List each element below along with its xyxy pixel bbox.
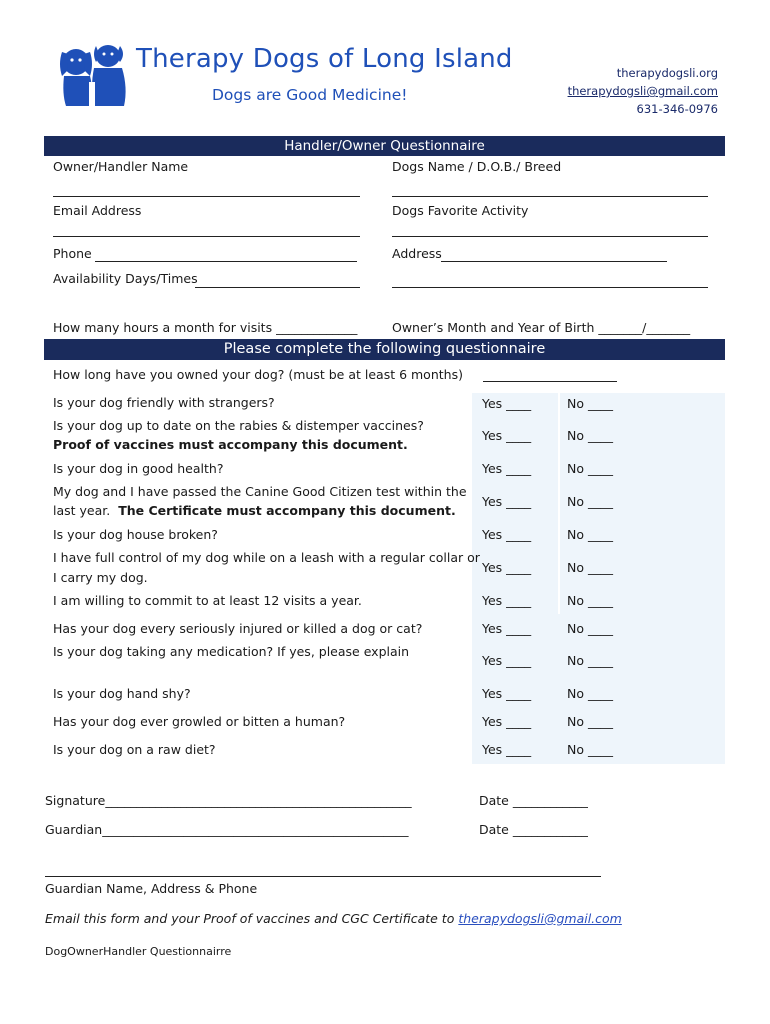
- email-label: Email Address: [53, 203, 142, 218]
- dog-name-label: Dogs Name / D.O.B./ Breed: [392, 159, 562, 174]
- yes-injured[interactable]: Yes ____: [482, 621, 532, 636]
- email-field[interactable]: [53, 236, 360, 237]
- date-label: Date ____________: [479, 793, 588, 808]
- yes-vaccines[interactable]: Yes ____: [482, 428, 532, 443]
- tagline: Dogs are Good Medicine!: [212, 86, 408, 104]
- no-medication[interactable]: No ____: [567, 653, 613, 668]
- no-health[interactable]: No ____: [567, 461, 613, 476]
- yes-house[interactable]: Yes ____: [482, 527, 532, 542]
- question-growled: Has your dog ever growled or bitten a human?: [53, 714, 346, 729]
- how-long-field[interactable]: [483, 381, 617, 382]
- no-growled[interactable]: No ____: [567, 714, 613, 729]
- yes-health[interactable]: Yes ____: [482, 461, 532, 476]
- yes-cgc[interactable]: Yes ____: [482, 494, 532, 509]
- activity-label: Dogs Favorite Activity: [392, 203, 529, 218]
- footer-email-link[interactable]: therapydogsli@gmail.com: [458, 911, 622, 926]
- phone-label: Phone: [53, 246, 92, 261]
- question-vaccines: Is your dog up to date on the rabies & distemper vaccines?: [53, 418, 424, 433]
- logo-dogs-icon: [56, 42, 130, 110]
- question-medication: Is your dog taking any medication? If yes, please explain: [53, 644, 410, 659]
- no-leash[interactable]: No ____: [567, 560, 613, 575]
- guardian-label: Guardian_________________________________________________: [45, 822, 409, 837]
- guardian-info-label: Guardian Name, Address & Phone: [45, 881, 258, 896]
- no-vaccines[interactable]: No ____: [567, 428, 613, 443]
- guardian-info-field[interactable]: [45, 876, 601, 877]
- website: therapydogsli.org: [616, 66, 718, 80]
- birth-field[interactable]: _______/_______: [598, 320, 691, 335]
- signature-label: Signature_________________________________________________: [45, 793, 412, 808]
- no-handshy[interactable]: No ____: [567, 686, 613, 701]
- guardian-date-label: Date ____________: [479, 822, 588, 837]
- owner-name-field[interactable]: [53, 196, 360, 197]
- availability-field[interactable]: [195, 287, 360, 288]
- no-strangers[interactable]: No ____: [567, 396, 613, 411]
- yes-strangers[interactable]: Yes ____: [482, 396, 532, 411]
- contact-phone: 631-346-0976: [636, 102, 718, 116]
- question-cgc-line2: last year. The Certificate must accompany this document.: [53, 503, 456, 518]
- cgc-note: The Certificate must accompany this document.: [118, 503, 456, 518]
- no-raw-diet[interactable]: No ____: [567, 742, 613, 757]
- dog-name-field[interactable]: [392, 196, 708, 197]
- email-instruction: Email this form and your Proof of vaccines and CGC Certificate to therapydogsli@gmail.com: [45, 911, 622, 926]
- question-strangers: Is your dog friendly with strangers?: [53, 395, 275, 410]
- address-field[interactable]: [441, 261, 667, 262]
- yes-leash[interactable]: Yes ____: [482, 560, 532, 575]
- question-cgc: My dog and I have passed the Canine Good Citizen test within the: [53, 484, 467, 499]
- availability-label: Availability Days/Times: [53, 271, 198, 286]
- no-house[interactable]: No ____: [567, 527, 613, 542]
- question-injured: Has your dog every seriously injured or killed a dog or cat?: [53, 621, 423, 636]
- address-label: Address: [392, 246, 442, 261]
- vaccines-note: Proof of vaccines must accompany this document.: [53, 437, 408, 452]
- question-leash-line2: I carry my dog.: [53, 570, 148, 585]
- yes-raw-diet[interactable]: Yes ____: [482, 742, 532, 757]
- yes-medication[interactable]: Yes ____: [482, 653, 532, 668]
- question-commit: I am willing to commit to at least 12 visits a year.: [53, 593, 362, 608]
- question-house: Is your dog house broken?: [53, 527, 218, 542]
- guardian-field[interactable]: _________________________________________________: [102, 822, 409, 837]
- no-injured[interactable]: No ____: [567, 621, 613, 636]
- yes-handshy[interactable]: Yes ____: [482, 686, 532, 701]
- guardian-date-field[interactable]: ____________: [512, 822, 588, 837]
- birth-label: Owner’s Month and Year of Birth _______/_______: [392, 320, 691, 335]
- phone-field[interactable]: [95, 261, 357, 262]
- question-health: Is your dog in good health?: [53, 461, 224, 476]
- signature-date-field[interactable]: ____________: [512, 793, 588, 808]
- question-leash: I have full control of my dog while on a leash with a regular collar or: [53, 550, 480, 565]
- question-how-long: How long have you owned your dog? (must be at least 6 months): [53, 367, 463, 382]
- yes-commit[interactable]: Yes ____: [482, 593, 532, 608]
- contact-email-link[interactable]: therapydogsli@gmail.com: [567, 84, 718, 98]
- document-name: DogOwnerHandler Questionnairre: [45, 945, 232, 958]
- question-raw-diet: Is your dog on a raw diet?: [53, 742, 216, 757]
- no-commit[interactable]: No ____: [567, 593, 613, 608]
- question-handshy: Is your dog hand shy?: [53, 686, 191, 701]
- section-header-handler: Handler/Owner Questionnaire: [44, 136, 725, 156]
- activity-field[interactable]: [392, 236, 708, 237]
- yes-growled[interactable]: Yes ____: [482, 714, 532, 729]
- no-cgc[interactable]: No ____: [567, 494, 613, 509]
- address-field-2[interactable]: [392, 287, 708, 288]
- section-header-questionnaire: Please complete the following questionnaire: [44, 339, 725, 360]
- hours-label: How many hours a month for visits _____________: [53, 320, 358, 335]
- signature-field[interactable]: _________________________________________________: [105, 793, 412, 808]
- org-name: Therapy Dogs of Long Island: [136, 44, 513, 74]
- owner-name-label: Owner/Handler Name: [53, 159, 189, 174]
- hours-field[interactable]: _____________: [276, 320, 358, 335]
